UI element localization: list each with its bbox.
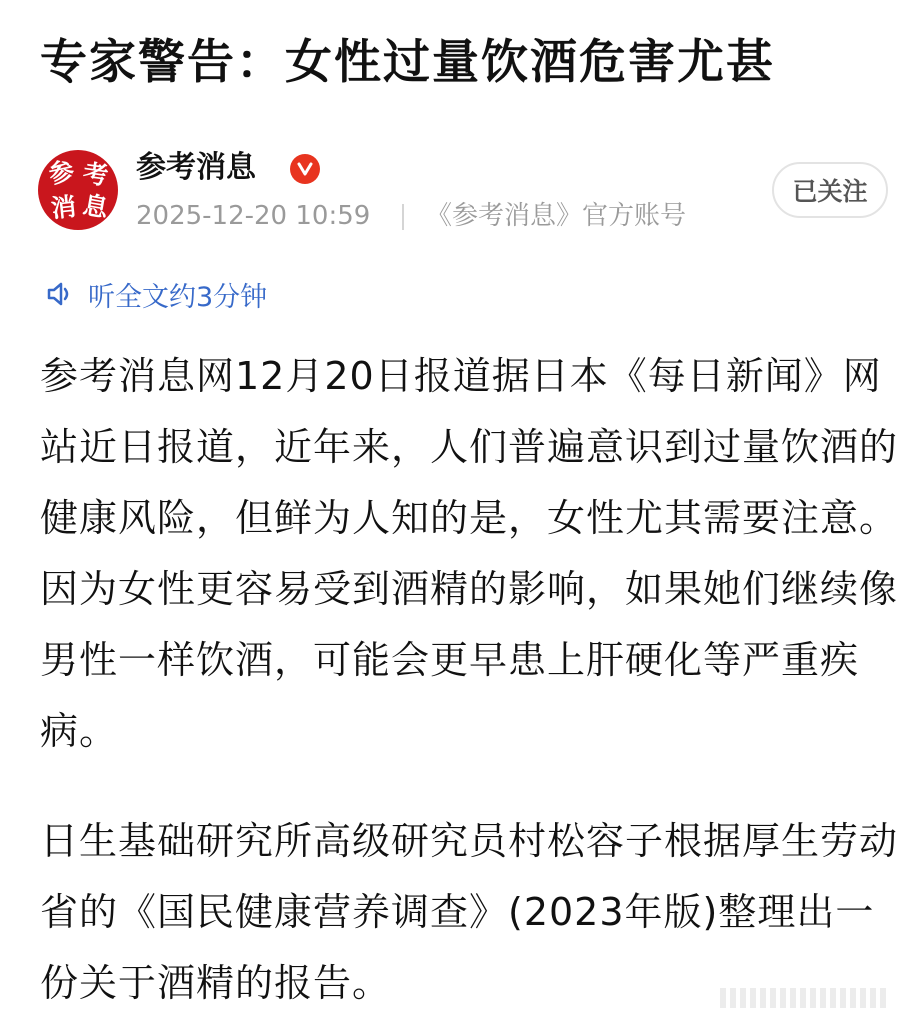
account-label: 《参考消息》官方账号 [426,201,687,231]
verified-badge-icon [290,154,320,184]
publish-timestamp: 2025-12-20 10:59 [136,201,371,231]
avatar-glyph: 息 [80,190,111,223]
check-mark-icon [296,160,314,178]
listen-full-text-button[interactable] [44,272,267,316]
avatar-glyph: 参 [46,155,77,190]
listen-label: 听全文约3分钟 [88,281,268,313]
article-title: 专家警告：女性过量饮酒危害尤甚 [40,35,775,90]
avatar-glyph: 消 [49,191,78,224]
scroll-indicator [720,988,890,1008]
avatar-glyph: 考 [81,158,110,191]
meta-divider [402,204,404,230]
article-paragraph: 参考消息网12月20日报道据日本《每日新闻》网站近日报道，近年来，人们普遍意识到过量饮酒的健康风险，但鲜为人知的是，女性尤其需要注意。因为女性更容易受到酒精的影响，如果她们继续像男性一样饮酒，可能会更早患上肝硬化等严重疾病。 [40,354,899,753]
speaker-icon [44,277,78,311]
author-name[interactable]: 参考消息 [136,150,256,185]
article-paragraph: 日生基础研究所高级研究员村松容子根据厚生劳动省的《国民健康营养调查》(2023年版)整理出一份关于酒精的报告。 [40,819,899,1005]
follow-button[interactable]: 已关注 [772,162,888,218]
author-avatar[interactable] [38,150,118,230]
